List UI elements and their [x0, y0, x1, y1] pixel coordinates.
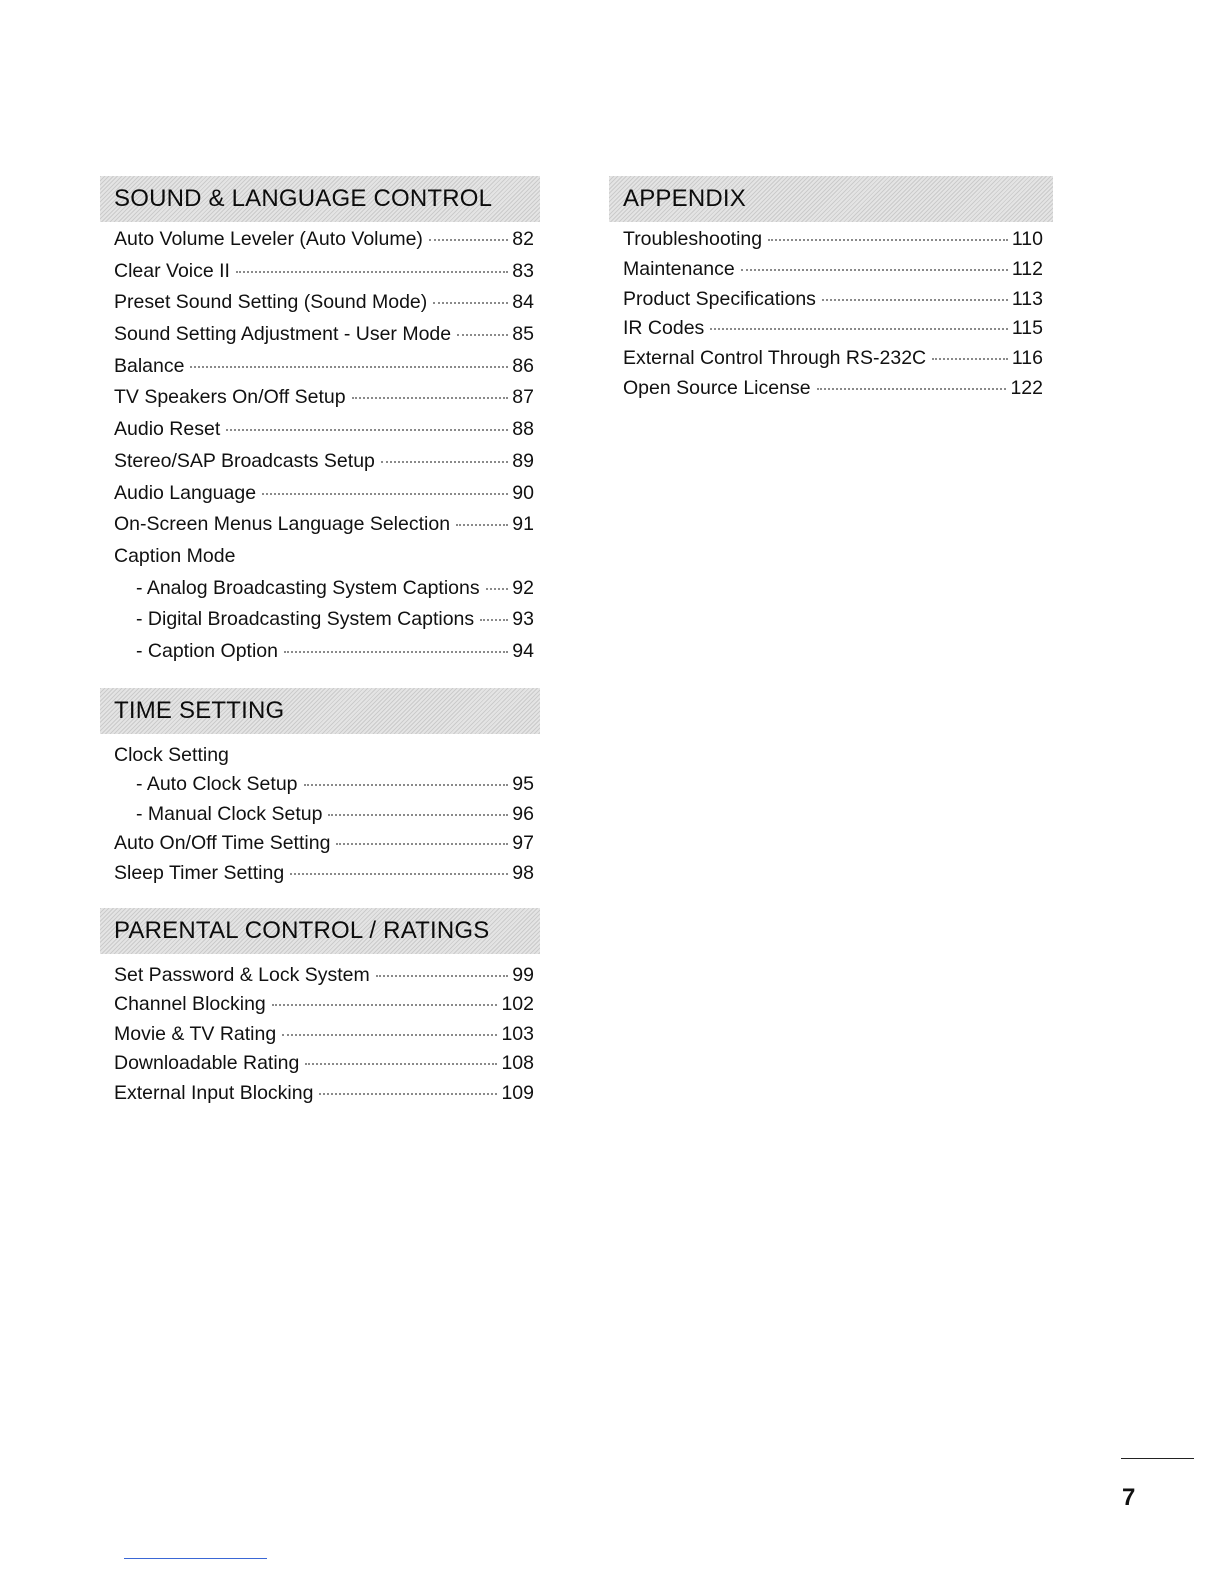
- dot-leader: [710, 328, 1008, 330]
- sound-language-section: [100, 176, 540, 672]
- toc-entry[interactable]: [114, 228, 534, 260]
- toc-entry-label: Preset Sound Setting (Sound Mode): [114, 291, 428, 314]
- dot-leader: [304, 784, 509, 786]
- toc-page-number: 108: [501, 1052, 534, 1075]
- toc-page-number: 113: [1011, 287, 1043, 310]
- toc-list: [100, 228, 540, 672]
- section-spacer: [100, 672, 540, 688]
- toc-entry-label: Downloadable Rating: [114, 1052, 300, 1075]
- dot-leader: [456, 524, 508, 526]
- toc-list: [100, 744, 540, 892]
- dot-leader: [336, 843, 508, 845]
- toc-entry-label: - Auto Clock Setup: [136, 773, 298, 796]
- toc-entry-label: TV Speakers On/Off Setup: [114, 386, 346, 409]
- toc-page-number: 122: [1010, 376, 1043, 399]
- toc-entry-label: Auto Volume Leveler (Auto Volume): [114, 228, 423, 250]
- toc-page-number: 95: [512, 773, 534, 796]
- toc-page-number: 102: [501, 993, 534, 1016]
- toc-entry-label: Set Password & Lock System: [114, 963, 370, 986]
- toc-entry-label: On-Screen Menus Language Selection: [114, 513, 451, 536]
- toc-entry[interactable]: [623, 377, 1047, 407]
- toc-entry[interactable]: [623, 228, 1047, 258]
- toc-entry[interactable]: [623, 258, 1047, 288]
- toc-page-number: 103: [501, 1022, 534, 1045]
- toc-entry-label: IR Codes: [623, 317, 705, 340]
- toc-page-number: 97: [512, 832, 534, 855]
- toc-page-number: 84: [512, 291, 534, 314]
- toc-entry-label: - Digital Broadcasting System Captions: [136, 608, 475, 631]
- toc-page-number: 83: [512, 259, 534, 282]
- dot-leader: [284, 651, 508, 653]
- toc-entry-label: Troubleshooting: [623, 228, 763, 250]
- toc-entry[interactable]: [114, 1082, 534, 1112]
- page-number: 7: [1122, 1484, 1136, 1511]
- toc-entry-label: Channel Blocking: [114, 993, 266, 1016]
- toc-entry[interactable]: [114, 450, 534, 482]
- toc-entry[interactable]: [623, 347, 1047, 377]
- dot-leader: [272, 1004, 498, 1006]
- right-column: [609, 176, 1053, 407]
- dot-leader: [457, 334, 508, 336]
- toc-entry[interactable]: [114, 640, 534, 672]
- toc-entry-label: - Caption Option: [136, 639, 278, 662]
- toc-entry[interactable]: [114, 291, 534, 323]
- toc-entry-label: Maintenance: [623, 257, 735, 280]
- dot-leader: [328, 814, 508, 816]
- toc-page-number: 90: [512, 481, 534, 504]
- toc-group-heading: [114, 545, 534, 577]
- footer-underline: [124, 1558, 267, 1559]
- toc-entry-label: Balance: [114, 354, 185, 377]
- toc-entry[interactable]: [114, 418, 534, 450]
- toc-entry[interactable]: [623, 288, 1047, 318]
- dot-leader: [429, 239, 508, 241]
- toc-page-number: 112: [1011, 257, 1043, 280]
- toc-page-number: 94: [512, 639, 534, 662]
- toc-entry[interactable]: [114, 862, 534, 892]
- toc-entry-label: External Control Through RS-232C: [623, 347, 927, 370]
- toc-entry[interactable]: [623, 317, 1047, 347]
- toc-list: [100, 964, 540, 1112]
- dot-leader: [290, 873, 508, 875]
- dot-leader: [282, 1034, 497, 1036]
- toc-page-number: 88: [512, 418, 534, 441]
- toc-entry-label: Movie & TV Rating: [114, 1022, 277, 1045]
- toc-page-number: 91: [512, 513, 534, 536]
- toc-entry-label: Audio Language: [114, 481, 257, 504]
- toc-page-number: 109: [501, 1081, 534, 1104]
- toc-page-number: 110: [1011, 228, 1043, 250]
- toc-entry[interactable]: [114, 1052, 534, 1082]
- toc-entry[interactable]: [114, 482, 534, 514]
- section-heading: TIME SETTING: [100, 688, 540, 734]
- toc-entry-label: Sleep Timer Setting: [114, 862, 285, 884]
- dot-leader: [768, 239, 1008, 241]
- toc-entry[interactable]: [114, 260, 534, 292]
- toc-entry[interactable]: [114, 803, 534, 833]
- dot-leader: [741, 269, 1008, 271]
- toc-entry-label: - Manual Clock Setup: [136, 802, 323, 825]
- dot-leader: [932, 358, 1008, 360]
- toc-page-number: 93: [512, 608, 534, 631]
- toc-entry[interactable]: [114, 993, 534, 1023]
- toc-entry-label: Open Source License: [623, 376, 811, 399]
- toc-entry-label: Caption Mode: [114, 544, 236, 567]
- toc-entry[interactable]: [114, 832, 534, 862]
- dot-leader: [817, 388, 1007, 390]
- toc-page-number: 115: [1011, 317, 1043, 340]
- dot-leader: [236, 271, 508, 273]
- dot-leader: [433, 302, 508, 304]
- dot-leader: [381, 461, 508, 463]
- section-heading: SOUND & LANGUAGE CONTROL: [100, 176, 540, 222]
- toc-entry[interactable]: [114, 577, 534, 609]
- toc-entry-label: External Input Blocking: [114, 1081, 314, 1104]
- dot-leader: [480, 619, 508, 621]
- toc-entry[interactable]: [114, 773, 534, 803]
- toc-page-number: 89: [512, 449, 534, 472]
- toc-page-number: 98: [512, 862, 534, 884]
- parental-control-section: [100, 908, 540, 1112]
- dot-leader: [190, 366, 508, 368]
- toc-entry-label: Sound Setting Adjustment - User Mode: [114, 323, 452, 346]
- toc-entry-label: Audio Reset: [114, 418, 221, 441]
- toc-entry-label: Clear Voice II: [114, 259, 230, 282]
- time-setting-section: [100, 688, 540, 892]
- dot-leader: [305, 1063, 497, 1065]
- toc-entry[interactable]: [114, 355, 534, 387]
- toc-page-number: 82: [512, 228, 534, 250]
- dot-leader: [226, 429, 508, 431]
- section-spacer: [100, 892, 540, 908]
- toc-entry[interactable]: [114, 1023, 534, 1053]
- toc-entry-label: Auto On/Off Time Setting: [114, 832, 331, 855]
- toc-page-number: 116: [1011, 347, 1043, 370]
- toc-entry[interactable]: [114, 513, 534, 545]
- toc-group-heading: [114, 744, 534, 774]
- toc-page-number: 96: [512, 802, 534, 825]
- toc-entry-label: - Analog Broadcasting System Captions: [136, 576, 480, 599]
- dot-leader: [352, 397, 509, 399]
- toc-entry[interactable]: [114, 608, 534, 640]
- dot-leader: [822, 299, 1008, 301]
- section-heading: PARENTAL CONTROL / RATINGS: [100, 908, 540, 954]
- dot-leader: [376, 975, 509, 977]
- left-column: [100, 176, 540, 1112]
- toc-page-number: 87: [512, 386, 534, 409]
- toc-entry-label: Product Specifications: [623, 287, 816, 310]
- toc-page-number: 85: [512, 323, 534, 346]
- toc-entry-label: Clock Setting: [114, 743, 229, 766]
- toc-page-number: 99: [512, 963, 534, 986]
- toc-entry[interactable]: [114, 386, 534, 418]
- dot-leader: [486, 588, 509, 590]
- dot-leader: [262, 493, 508, 495]
- section-heading: APPENDIX: [609, 176, 1053, 222]
- toc-entry-label: Stereo/SAP Broadcasts Setup: [114, 449, 375, 472]
- dot-leader: [319, 1093, 497, 1095]
- toc-entry[interactable]: [114, 964, 534, 994]
- toc-list: [609, 228, 1053, 407]
- page-number-rule: [1121, 1458, 1194, 1459]
- toc-entry[interactable]: [114, 323, 534, 355]
- appendix-section: [609, 176, 1053, 407]
- toc-page-number: 92: [512, 576, 534, 599]
- toc-page-number: 86: [512, 354, 534, 377]
